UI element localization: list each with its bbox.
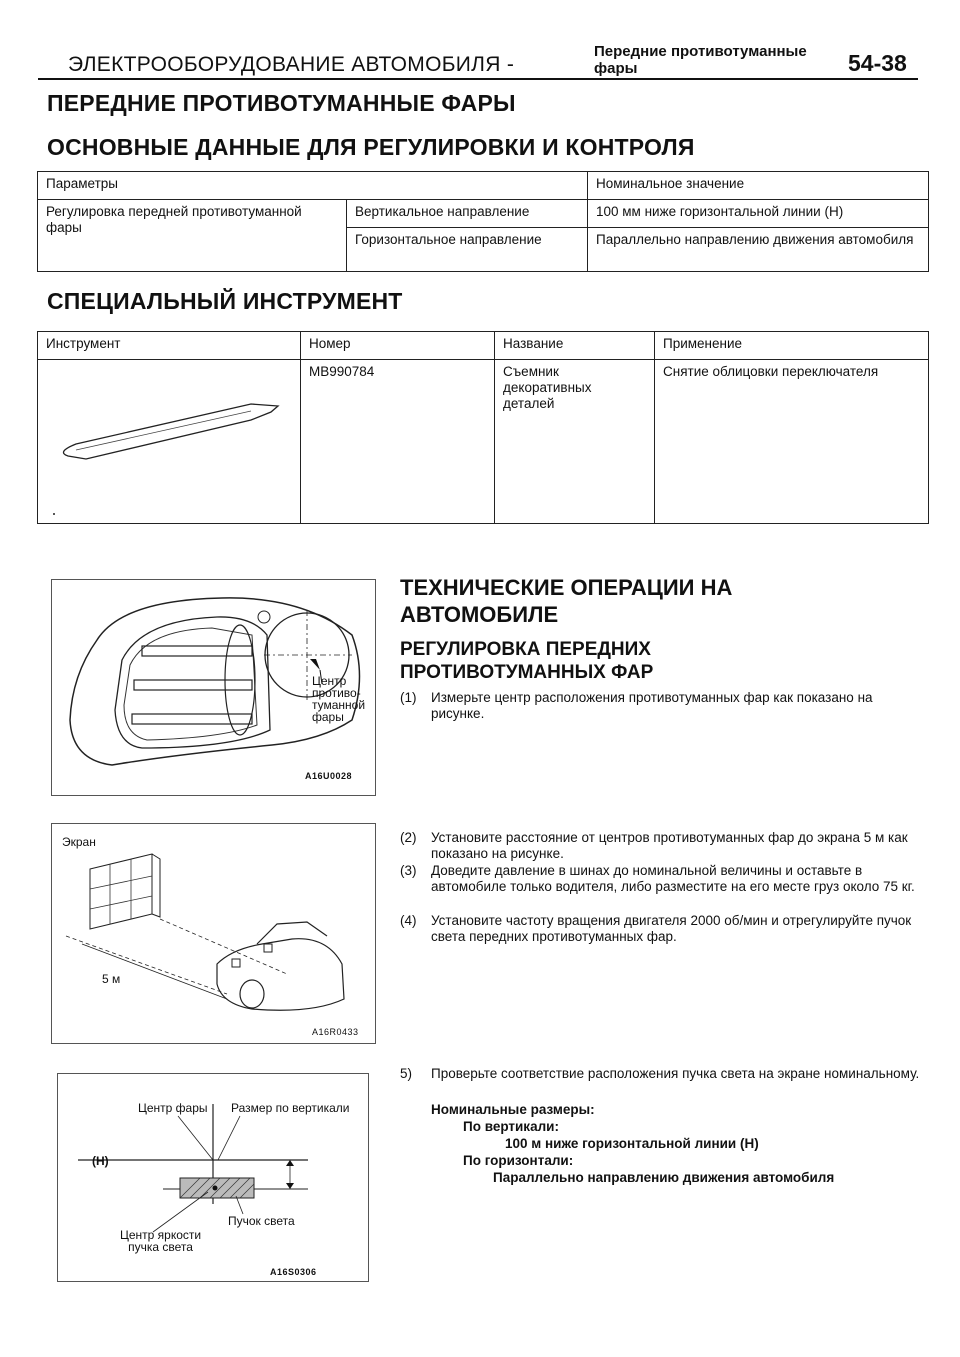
- figure-screen-distance: [51, 823, 376, 1044]
- table-cell-value: Параллельно направлению движения автомобиля: [588, 228, 929, 272]
- operations-title: ТЕХНИЧЕСКИЕ ОПЕРАЦИИ НА АВТОМОБИЛЕ: [400, 575, 733, 627]
- vertical-size-label: Размер по вертикали: [231, 1101, 350, 1115]
- vertical-label: По вертикали:: [463, 1119, 559, 1134]
- beam-label: Пучок света: [228, 1214, 295, 1228]
- brightness-center-label: Центр яркости пучка света: [120, 1228, 202, 1254]
- figure-beam-check: [57, 1073, 369, 1282]
- tool-table: [37, 331, 929, 524]
- vertical-value: 100 м ниже горизонтальной линии (Н): [505, 1136, 759, 1151]
- figure-code: A16S0306: [270, 1267, 317, 1277]
- horizontal-label: По горизонтали:: [463, 1153, 574, 1168]
- table-cell-direction: Вертикальное направление: [347, 200, 588, 228]
- table-cell-direction: Горизонтальное направление: [347, 228, 588, 272]
- table-header-cell: Название: [495, 332, 655, 360]
- subsection-title: Передние противотуманные фары: [594, 43, 807, 77]
- nominal-title: Номинальные размеры:: [431, 1102, 595, 1117]
- section-title: ЭЛЕКТРООБОРУДОВАНИЕ АВТОМОБИЛЯ -: [68, 53, 515, 76]
- tool-usage-cell: Снятие облицовки переключателя: [655, 360, 929, 524]
- figure-fog-lamp-center: [51, 579, 376, 796]
- operations-subtitle: РЕГУЛИРОВКА ПЕРЕДНИХ ПРОТИВОТУМАННЫХ ФАР: [400, 639, 654, 683]
- tool-name-cell: Съемник декоративных деталей: [495, 360, 655, 524]
- table-header-cell: Номер: [301, 332, 495, 360]
- h-line-label: (H): [92, 1154, 109, 1168]
- table-cell-value: 100 мм ниже горизонтальной линии (Н): [588, 200, 929, 228]
- tool-image-cell: [38, 360, 301, 524]
- main-title: ПЕРЕДНИЕ ПРОТИВОТУМАННЫЕ ФАРЫ: [47, 90, 516, 116]
- table-header-cell: Номинальное значение: [588, 172, 929, 200]
- tool-number-cell: MB990784: [301, 360, 495, 524]
- basic-data-title: ОСНОВНЫЕ ДАННЫЕ ДЛЯ РЕГУЛИРОВКИ И КОНТРОЛЯ: [47, 134, 695, 160]
- screen-and-car-icon: [52, 824, 375, 1043]
- special-tool-title: СПЕЦИАЛЬНЫЙ ИНСТРУМЕНТ: [47, 288, 403, 314]
- table-cell-param: Регулировка передней противотуманной фары: [38, 200, 347, 272]
- distance-label: 5 м: [102, 972, 121, 986]
- trim-remover-tool-icon: [46, 364, 292, 519]
- figure-code: A16U0028: [305, 771, 353, 781]
- header-rule: [38, 78, 918, 80]
- horizontal-value: Параллельно направлению движения автомобиля: [493, 1170, 835, 1185]
- page-number: 54-38: [848, 50, 907, 76]
- figure-code: A16R0433: [312, 1027, 359, 1037]
- fog-lamp-center-label: Центр противо- туманной фары: [312, 674, 366, 724]
- table-header-cell: Параметры: [38, 172, 588, 200]
- table-header-cell: Инструмент: [38, 332, 301, 360]
- adjust-table: [37, 171, 929, 272]
- table-header-cell: Применение: [655, 332, 929, 360]
- lamp-center-label: Центр фары: [138, 1101, 208, 1115]
- screen-label: Экран: [62, 835, 96, 849]
